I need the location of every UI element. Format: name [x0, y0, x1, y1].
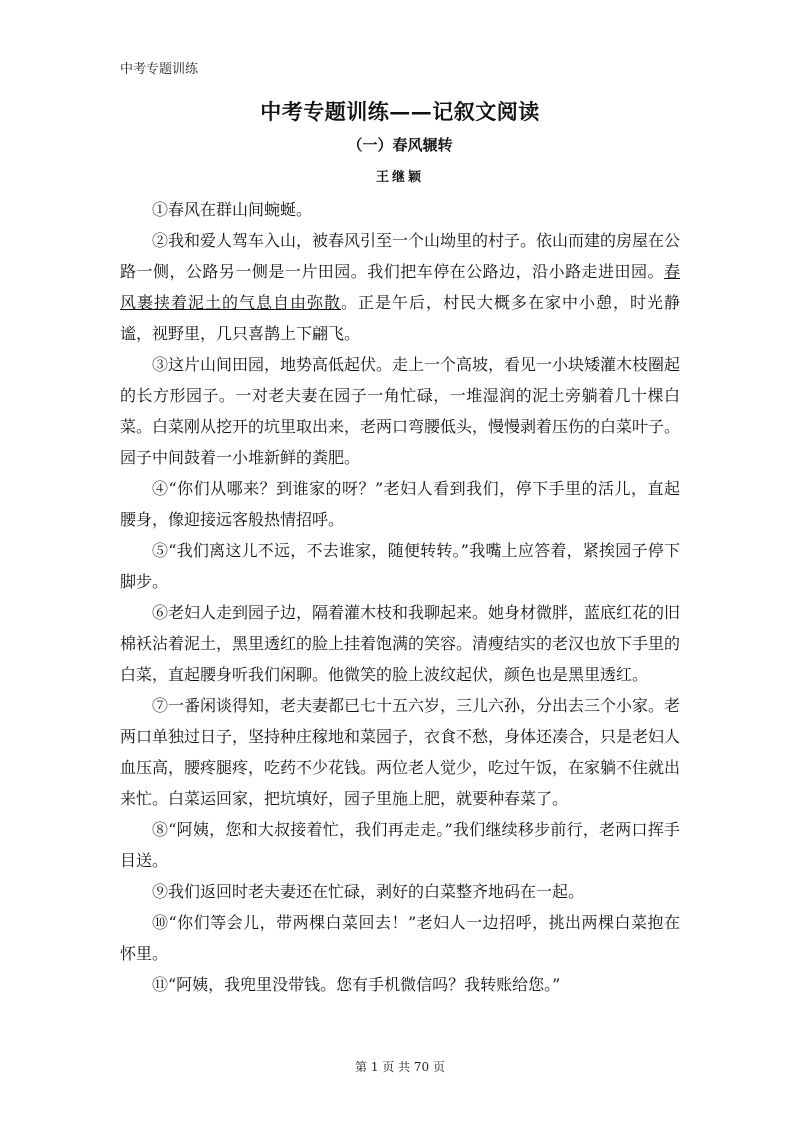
article-body [120, 194, 680, 1000]
paragraph-4 [120, 473, 680, 535]
page-header: 中考专题训练 [120, 62, 199, 77]
paragraph-2 [120, 225, 680, 349]
paragraph-11 [120, 969, 680, 1000]
paragraph-text: ⑪“阿姨，我兜里没带钱。您有手机微信吗？我转账给您。” [152, 975, 561, 994]
paragraph-10 [120, 907, 680, 969]
paragraph-text: ①春风在群山间蜿蜒。 [152, 200, 313, 219]
paragraph-9 [120, 876, 680, 907]
paragraph-text: ⑨我们返回时老夫妻还在忙碌，剥好的白菜整齐地码在一起。 [152, 882, 585, 901]
paragraph-8 [120, 814, 680, 876]
paragraph-text: ⑤“我们离这儿不远，不去谁家，随便转转。”我嘴上应答着，紧挨园子停下脚步。 [120, 541, 680, 591]
underlined-sentence: 春风裹挟着泥土的气息自由弥散 [120, 262, 680, 312]
paragraph-text: ⑩“你们等会儿，带两棵白菜回去！”老妇人一边招呼，挑出两棵白菜抱在怀里。 [120, 913, 680, 963]
author-name: 王继颖 [375, 170, 424, 185]
paragraph-6 [120, 597, 680, 690]
paragraph-text: ⑥老妇人走到园子边，隔着灌木枝和我聊起来。她身材微胖，蓝底红花的旧棉袄沾着泥土，黑里透红的脸上挂着饱满的笑容。清瘦结实的老汉也放下手里的白菜，直起腰身听我们闲聊。他微笑的脸上波纹起伏，颜色也是黑里透红。 [120, 603, 681, 684]
paragraph-text: ②我和爱人驾车入山，被春风引至一个山坳里的村子。依山而建的房屋在公路一侧，公路另一侧是一片田园。我们把车停在公路边，沿小路走进田园。 [120, 231, 681, 281]
paragraph-5 [120, 535, 680, 597]
section-subtitle: （一）春风辗转 [347, 136, 453, 154]
paragraph-text: ③这片山间田园，地势高低起伏。走上一个高坡，看见一小块矮灌木枝圈起的长方形园子。一对老夫妻在园子一角忙碌，一堆湿润的泥土旁躺着几十棵白菜。白菜刚从挖开的坑里取出来，老两口弯腰低头，慢慢剥着压伤的白菜叶子。园子中间鼓着一小堆新鲜的粪肥。 [120, 355, 681, 467]
paragraph-text-cont: 。正是午后，村民大概多在家中小憩，时光静谧，视野里，几只喜鹊上下翩飞。 [120, 293, 680, 343]
paragraph-text: ⑦一番闲谈得知，老夫妻都已七十五六岁，三儿六孙，分出去三个小家。老两口单独过日子，坚持种庄稼地和菜园子，衣食不愁，身体还凑合，只是老妇人血压高，腰疼腿疼，吃药不少花钱。两位老人觉少，吃过午饭，在家躺不住就出来忙。白菜运回家，把坑填好，园子里施上肥，就要种春菜了。 [120, 696, 681, 808]
paragraph-3 [120, 349, 680, 473]
paragraph-text: ⑧“阿姨，您和大叔接着忙，我们再走走。”我们继续移步前行，老两口挥手目送。 [120, 820, 680, 870]
document-title: 中考专题训练——记叙文阅读 [260, 99, 540, 124]
paragraph-1 [120, 194, 680, 225]
page-footer: 第 1 页 共 70 页 [355, 1060, 445, 1074]
paragraph-7 [120, 690, 680, 814]
paragraph-text: ④“你们从哪来？到谁家的呀？”老妇人看到我们，停下手里的活儿，直起腰身，像迎接远客般热情招呼。 [120, 479, 680, 529]
